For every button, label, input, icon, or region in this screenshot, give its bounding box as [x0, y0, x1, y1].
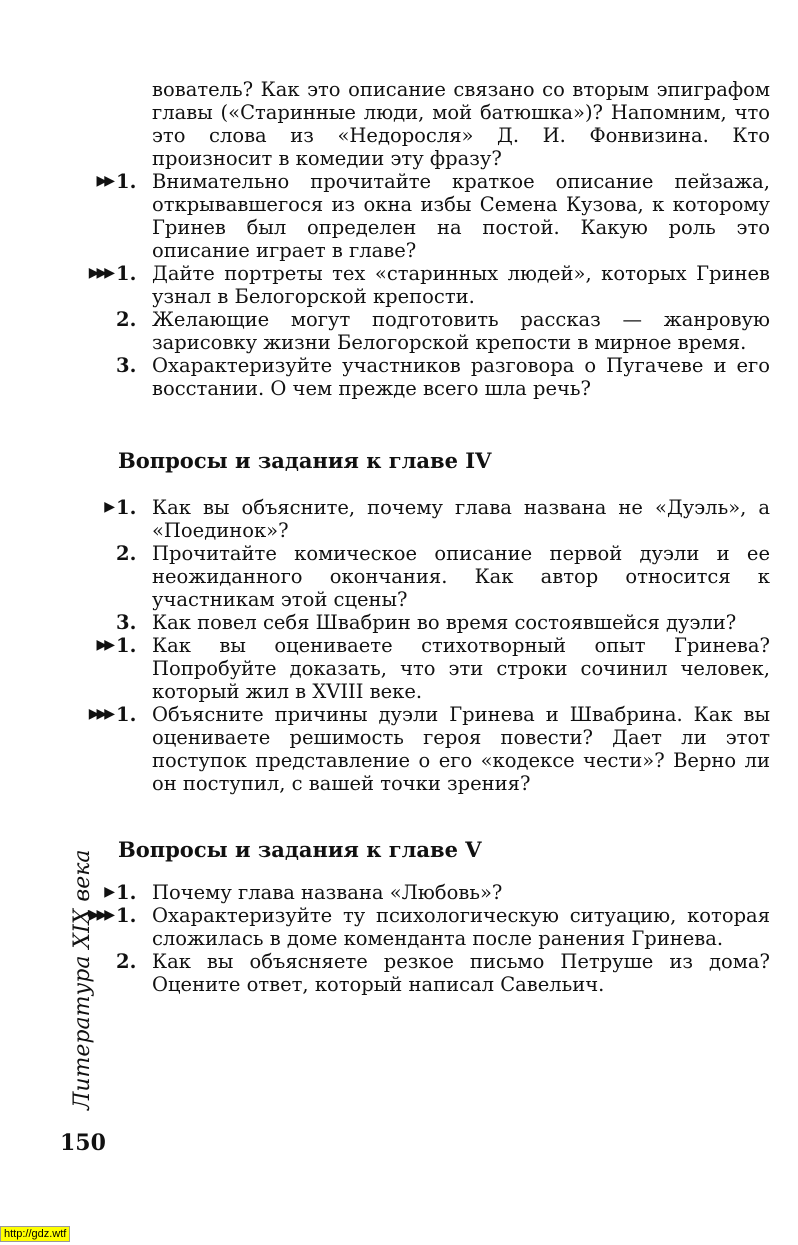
list-item — [88, 703, 770, 795]
list-item — [88, 496, 770, 542]
list-item — [88, 634, 770, 703]
item-text: Охарактеризуйте участников разговора о Пугачеве и его восстании. О чем прежде всего шла речь? — [152, 354, 770, 400]
item-number: 1. — [116, 881, 137, 904]
list-item — [88, 904, 770, 950]
item-text: Прочитайте комическое описание первой дуэли и ее неожиданного окончания. Как автор относится к участникам этой сцены? — [152, 542, 770, 611]
item-text: Желающие могут подготовить рассказ — жанровую зарисовку жизни Белогорской крепости в мирное время. — [152, 308, 770, 354]
task-list-chapter-3 — [88, 170, 770, 400]
item-number: 2. — [116, 542, 137, 565]
item-text: Как вы оцениваете стихотворный опыт Гринева? Попробуйте доказать, что эти строки сочинил человек, который жил в XVIII веке. — [152, 634, 770, 703]
list-item — [88, 308, 770, 354]
item-text: Охарактеризуйте ту психологическую ситуацию, которая сложилась в доме коменданта после ранения Гринева. — [152, 904, 770, 950]
watermark-link[interactable]: http://gdz.wtf — [0, 1226, 70, 1242]
item-text: Как повел себя Швабрин во время состоявшейся дуэли? — [152, 611, 737, 634]
item-number: 1. — [116, 496, 137, 519]
list-item — [88, 354, 770, 400]
page-content — [88, 78, 770, 996]
item-number: 1. — [116, 262, 137, 285]
difficulty-level-2-icon: ▶▶ — [96, 637, 112, 653]
item-number: 1. — [116, 904, 137, 927]
item-text: Объясните причины дуэли Гринева и Швабрина. Как вы оцениваете решимость героя повести? Дает ли этот поступок представление о его «кодексе чести»? Верно ли он поступил, с вашей точки зрения? — [152, 703, 770, 795]
difficulty-level-1-icon: ▶ — [104, 884, 112, 900]
list-item — [88, 542, 770, 611]
task-list-chapter-4 — [88, 496, 770, 795]
item-number: 1. — [116, 634, 137, 657]
list-item — [88, 881, 770, 904]
difficulty-level-3-icon: ▶▶▶ — [88, 907, 112, 923]
item-text: Внимательно прочитайте краткое описание пейзажа, открывавшегося из окна избы Семена Кузова, к которому Гринев был определен на постой. Какую роль это описание играет в главе? — [152, 170, 770, 262]
section-title-chapter-5: Вопросы и задания к главе V — [118, 837, 482, 862]
item-text: Почему глава названа «Любовь»? — [152, 881, 503, 904]
item-number: 3. — [116, 611, 137, 634]
item-text: Как вы объясните, почему глава названа не «Дуэль», а «Поединок»? — [152, 496, 770, 542]
list-item — [88, 950, 770, 996]
running-header-vertical: Литература XIX века — [70, 849, 95, 1110]
difficulty-level-3-icon: ▶▶▶ — [88, 265, 112, 281]
difficulty-level-3-icon: ▶▶▶ — [88, 706, 112, 722]
difficulty-level-1-icon: ▶ — [104, 499, 112, 515]
list-item — [88, 611, 770, 634]
page-number: 150 — [60, 1130, 106, 1156]
item-number: 3. — [116, 354, 137, 377]
continuation-paragraph — [88, 78, 770, 170]
item-text: Дайте портреты тех «старинных людей», которых Гринев узнал в Белогорской крепости. — [152, 262, 770, 308]
item-number: 1. — [116, 170, 137, 193]
section-title-chapter-4: Вопросы и задания к главе IV — [118, 448, 492, 473]
continuation-text: вователь? Как это описание связано со вторым эпиграфом главы («Старинные люди, мой батюшка»)? Напомним, что это слова из «Недоросля» Д. И. Фонвизина. Кто произносит в комедии эту фразу? — [152, 78, 770, 170]
list-item — [88, 170, 770, 262]
list-item — [88, 262, 770, 308]
difficulty-level-2-icon: ▶▶ — [96, 173, 112, 189]
task-list-chapter-5 — [88, 881, 770, 996]
item-text: Как вы объясняете резкое письмо Петруше из дома? Оцените ответ, который написал Савельич. — [152, 950, 770, 996]
item-number: 2. — [116, 950, 137, 973]
item-number: 2. — [116, 308, 137, 331]
item-number: 1. — [116, 703, 137, 726]
